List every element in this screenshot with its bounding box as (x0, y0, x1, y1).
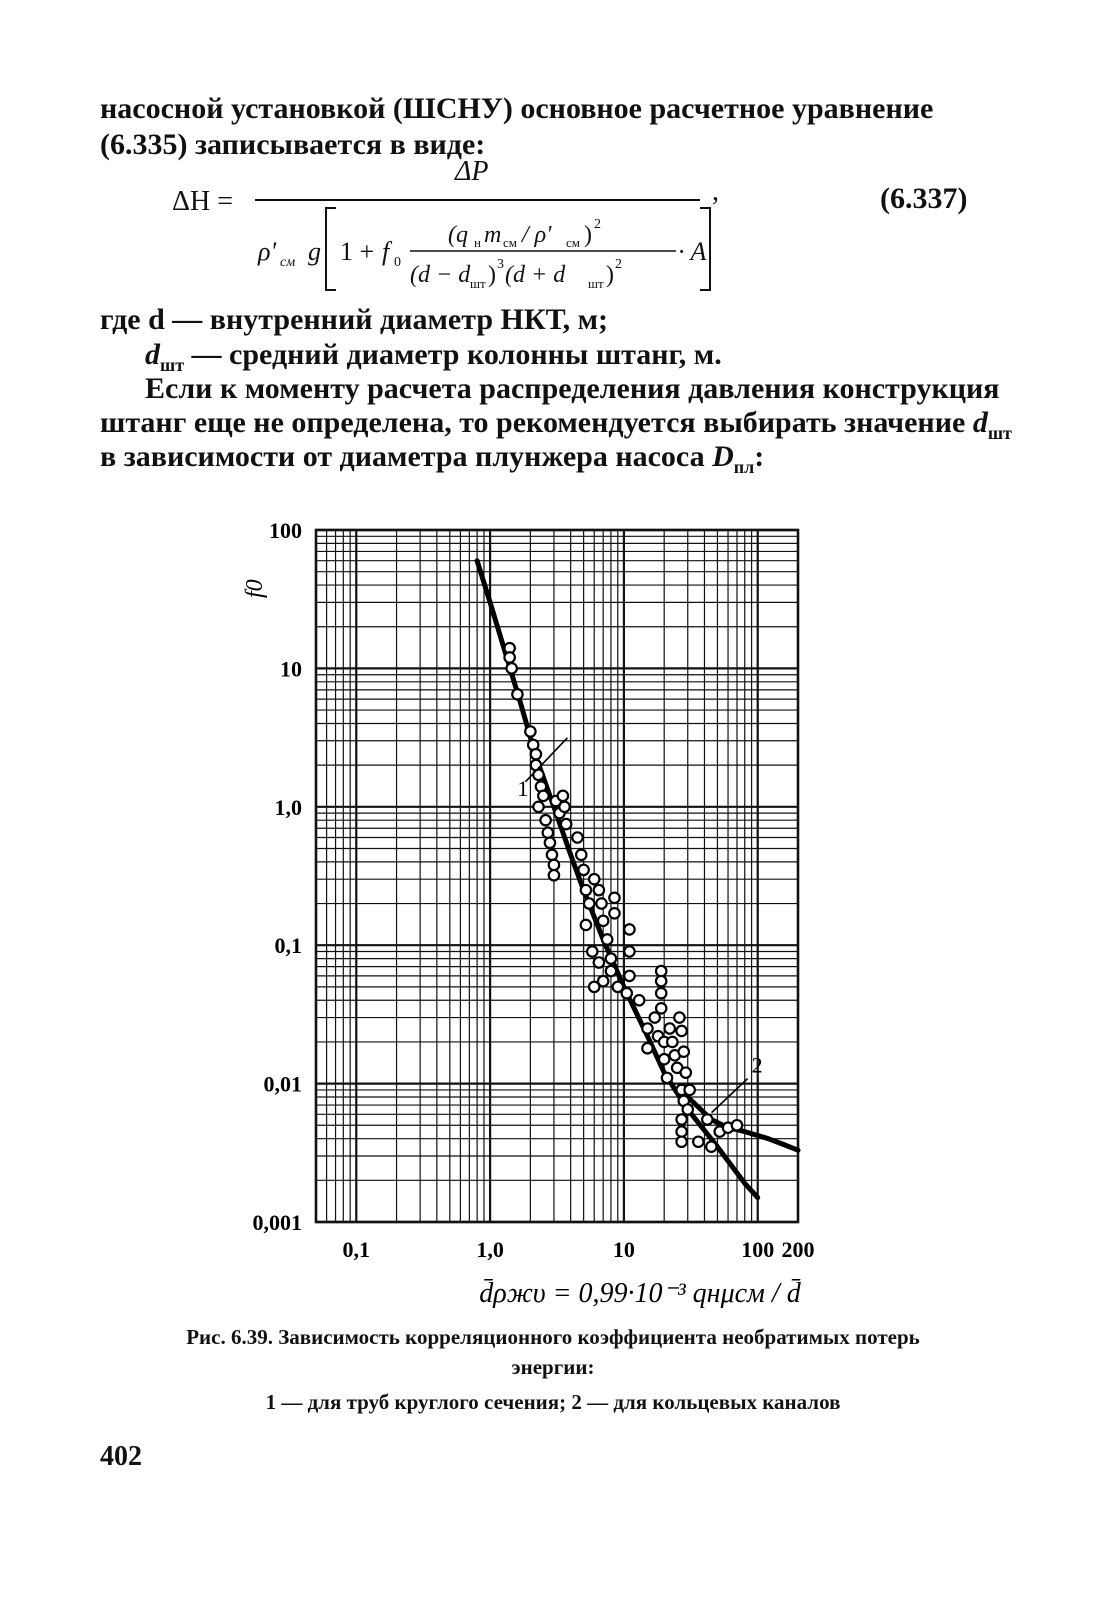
data-point (598, 916, 608, 926)
data-point (624, 946, 634, 956)
data-point (559, 802, 569, 812)
data-point (549, 860, 559, 870)
y-tick-label: 1,0 (274, 794, 302, 820)
data-point (594, 957, 604, 967)
data-point (533, 802, 543, 812)
eq-numerator: ΔP (455, 156, 489, 187)
figure-caption-line: 1 — для труб круглого сечения; 2 — для кольцевых каналов (265, 1390, 841, 1414)
data-point (642, 1023, 652, 1033)
eq-inner-den-c: (d + d (505, 262, 566, 288)
y-tick-label: 10 (280, 656, 302, 682)
symbol-sub: пл (733, 457, 755, 477)
data-point (609, 893, 619, 903)
data-point (684, 1085, 694, 1095)
data-point (589, 874, 599, 884)
data-point (596, 898, 606, 908)
symbol: D (712, 440, 734, 473)
eq-inner-den-a: (d − d (410, 262, 471, 288)
data-point (581, 920, 591, 930)
data-point (512, 689, 522, 699)
eq-inner-num-close: ) (584, 222, 592, 248)
data-point (702, 1114, 712, 1124)
paragraph-text: : (754, 440, 765, 473)
eq-inner-den-sub: шт (588, 276, 604, 291)
eq-inner-den-d: ) (606, 262, 614, 288)
f0-correlation-chart (0, 510, 1106, 1340)
data-point (683, 1104, 693, 1114)
eq-inner-num-sub: н (474, 235, 481, 250)
data-point (693, 1137, 703, 1147)
y-tick-label: 0,1 (274, 933, 302, 959)
equation-number: (6.337) (880, 182, 968, 215)
data-point (681, 1067, 691, 1077)
data-point (676, 1137, 686, 1147)
eq-inner-num: (q (448, 222, 468, 248)
data-point (656, 976, 666, 986)
eq-inner-den-sub: шт (470, 276, 486, 291)
data-point (547, 850, 557, 860)
eq-comma: , (712, 176, 719, 207)
x-axis-label: d̄ρжυ = 0,99·10⁻³ qнμсм / d̄ (479, 1278, 801, 1309)
data-point (665, 1023, 675, 1033)
data-point (578, 865, 588, 875)
data-point (656, 966, 666, 976)
data-point (584, 898, 594, 908)
paragraph-text: штанг еще не определена, то рекомендуется выбирать значение (100, 406, 973, 439)
data-point (656, 1003, 666, 1013)
symbol: d (145, 338, 160, 371)
eq-one-plus: 1 + (340, 237, 375, 266)
data-point (576, 850, 586, 860)
data-point (732, 1120, 742, 1130)
data-point (656, 988, 666, 998)
paragraph-line: насосной установкой (ШСНУ) основное расчетное уравнение (100, 92, 934, 125)
eq-f0: f (382, 237, 390, 266)
y-tick-label: 100 (269, 518, 302, 543)
symbol-sub: шт (987, 423, 1012, 443)
eq-inner-den-b: ) (488, 262, 496, 288)
eq-inner-num-rest: / ρ' (522, 222, 552, 248)
annotation-label: 2 (751, 1052, 763, 1078)
eq-rho: ρ' (258, 237, 277, 266)
data-point (545, 838, 555, 848)
data-point (561, 819, 571, 829)
data-point (667, 1037, 677, 1047)
eq-lhs: ΔH = (172, 186, 234, 217)
data-point (540, 815, 550, 825)
eq-g: g (308, 237, 321, 266)
data-point (558, 791, 568, 801)
data-point (543, 827, 553, 837)
data-point (506, 663, 516, 673)
data-point (594, 885, 604, 895)
eq-inner-den-pow: 2 (615, 257, 622, 272)
data-point (525, 726, 535, 736)
y-tick-label: 0,01 (263, 1071, 302, 1097)
equation-6-337 (0, 150, 1106, 310)
figure-caption-line: энергии: (511, 1355, 595, 1379)
data-point (679, 1047, 689, 1057)
data-point (581, 885, 591, 895)
x-tick-label: 10 (612, 1237, 635, 1262)
eq-rho-sub: см (280, 255, 296, 270)
eq-inner-num-sub: см (503, 235, 517, 250)
data-point (676, 1114, 686, 1124)
data-point (504, 652, 514, 662)
data-point (572, 832, 582, 842)
data-point (676, 1126, 686, 1136)
paragraph-line: Если к моменту расчета распределения давления конструкция (145, 372, 1000, 405)
data-point (606, 953, 616, 963)
where-text: — средний диаметр колонны штанг, м. (184, 338, 722, 371)
data-point (624, 971, 634, 981)
annotation-label: 1 (517, 775, 529, 801)
data-point (634, 995, 644, 1005)
y-tick-label: 0,001 (252, 1210, 302, 1235)
eq-f0-sub: 0 (394, 255, 401, 270)
data-point (659, 1054, 669, 1064)
page-number: 402 (100, 1441, 142, 1472)
eq-inner-num-sub: см (566, 235, 580, 250)
data-point (706, 1142, 716, 1152)
data-point (549, 870, 559, 880)
eq-inner-num-m: m (484, 222, 502, 248)
paragraph-line: (6.335) записывается в виде: (100, 128, 486, 161)
figure-caption-line: Рис. 6.39. Зависимость корреляционного коэффициента необратимых потерь (186, 1325, 920, 1349)
data-point (676, 1026, 686, 1036)
x-tick-label: 200 (781, 1237, 815, 1262)
data-point (674, 1012, 684, 1022)
x-tick-label: 0,1 (342, 1237, 371, 1262)
y-axis-label: f0 (242, 579, 268, 598)
data-point (624, 924, 634, 934)
eq-inner-den-pow: 3 (497, 257, 504, 272)
data-point (602, 934, 612, 944)
symbol-sub: шт (160, 355, 185, 375)
data-point (531, 749, 541, 759)
data-point (606, 966, 616, 976)
data-point (538, 791, 548, 801)
data-point (662, 1073, 672, 1083)
data-point (609, 908, 619, 918)
paragraph-text: в зависимости от диаметра плунжера насоса (100, 440, 713, 473)
eq-inner-num-pow: 2 (594, 217, 601, 232)
data-point (622, 988, 632, 998)
x-tick-label: 100 (741, 1237, 775, 1262)
x-tick-label: 1,0 (476, 1237, 504, 1262)
paragraph-line (100, 440, 764, 484)
data-point (642, 1043, 652, 1053)
data-point (598, 976, 608, 986)
symbol: d (972, 406, 988, 439)
where-line: где d — внутренний диаметр НКТ, м; (100, 303, 609, 336)
eq-times-a: · A (678, 237, 707, 266)
data-point (587, 946, 597, 956)
